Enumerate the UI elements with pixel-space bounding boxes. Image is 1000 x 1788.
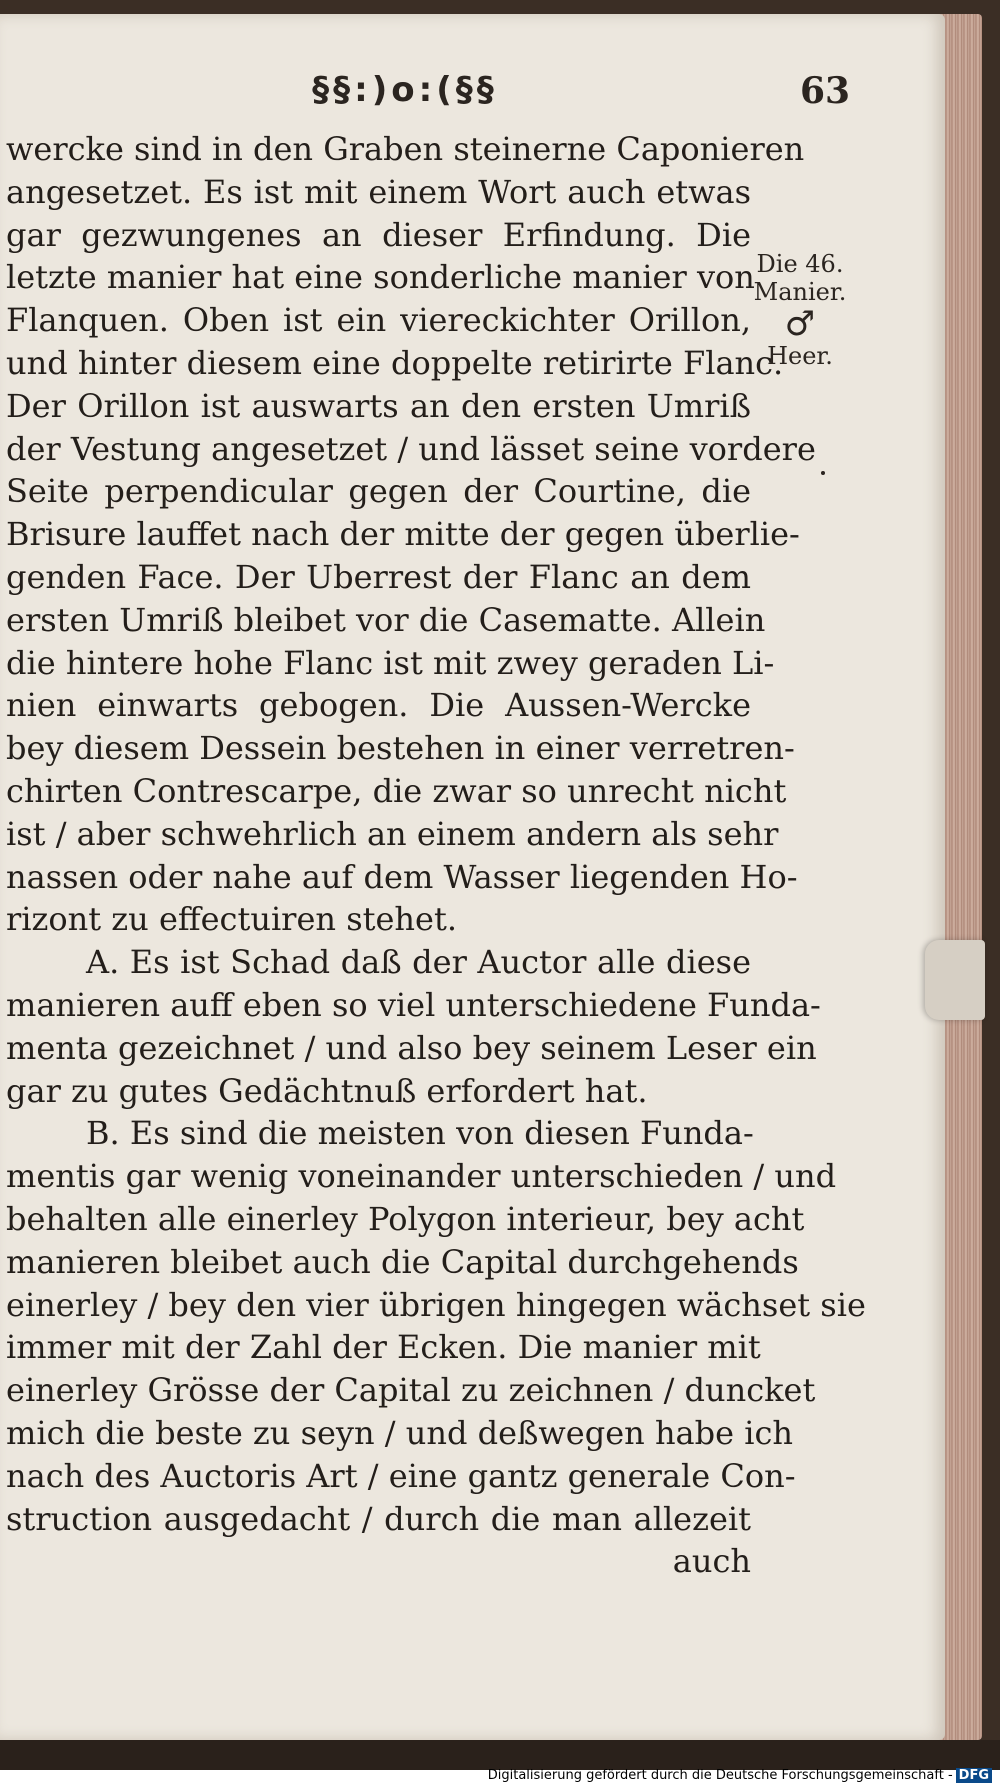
text-line: nach des Auctoris Art / eine gantz generale Con- <box>6 1456 796 1495</box>
text-line: A. Es ist Schad daß der Auctor alle diese <box>86 943 751 982</box>
text-line: struction ausgedacht / durch die man allezeit <box>6 1499 751 1538</box>
text-line: gar gezwungenes an dieser Erfindung. Die <box>6 215 751 254</box>
text-line: B. Es sind die meisten von diesen Funda- <box>86 1114 754 1153</box>
text-line: rizont zu effectuiren stehet. <box>6 900 457 939</box>
text-line: wercke sind in den Graben steinerne Caponieren <box>6 130 805 168</box>
text-line: genden Face. Der Uberrest der Flanc an dem <box>6 557 751 596</box>
text-line: die hintere hohe Flanc ist mit zwey geraden Li- <box>6 643 775 682</box>
page-number: 63 <box>800 70 851 112</box>
dfg-logo: DFG <box>956 1768 992 1783</box>
text-line: Der Orillon ist auswarts an den ersten Umriß <box>6 386 751 425</box>
text-line: mentis gar wenig voneinander unterschieden / und <box>6 1157 837 1196</box>
catchword: auch <box>672 1542 751 1581</box>
text-line: ist / aber schwehrlich an einem andern als sehr <box>6 814 779 853</box>
margin-note-heer: Heer. <box>767 342 833 370</box>
text-line: der Vestung angesetzet / und lässet seine vordere <box>6 429 816 468</box>
text-line: letzte manier hat eine sonderliche manier von <box>6 258 755 297</box>
text-line: Brisure lauffet nach der mitte der gegen überlie- <box>6 515 800 554</box>
text-line: einerley / bey den vier übrigen hingegen wächset sie <box>6 1285 866 1324</box>
text-line: menta gezeichnet / und also bey seinem Leser ein <box>6 1028 817 1067</box>
digitization-credit <box>488 1768 992 1783</box>
header-ornament: §§:)o:(§§ <box>312 70 498 110</box>
text-line: nien einwarts gebogen. Die Aussen-Wercke <box>6 686 751 725</box>
text-line: chirten Contrescarpe, die zwar so unrecht nicht <box>6 771 787 810</box>
text-line: behalten alle einerley Polygon interieur, bey acht <box>6 1199 805 1238</box>
margin-note <box>745 250 855 370</box>
text-line: gar zu gutes Gedächtnuß erfordert hat. <box>6 1071 648 1110</box>
text-line: manieren auff eben so viel unterschiedene Funda- <box>6 985 821 1024</box>
text-line: und hinter diesem eine doppelte retirirte Flanc. <box>6 343 784 382</box>
text-line: bey diesem Dessein bestehen in einer verretren- <box>6 729 795 768</box>
credit-text: Digitalisierung gefördert durch die Deutsche Forschungsgemeinschaft - <box>487 1768 953 1783</box>
text-line: Flanquen. Oben ist ein viereckichter Orillon, <box>6 301 751 340</box>
scan-bottom-edge <box>0 1740 1000 1770</box>
ink-dot <box>821 471 825 475</box>
text-line: einerley Grösse der Capital zu zeichnen / duncket <box>6 1371 816 1410</box>
text-line: manieren bleibet auch die Capital durchgehends <box>6 1242 799 1281</box>
text-line: nassen oder nahe auf dem Wasser liegenden Ho- <box>6 857 798 896</box>
text-line: immer mit der Zahl der Ecken. Die manier mit <box>6 1328 761 1367</box>
margin-note-number: Die 46. <box>756 250 844 278</box>
text-line: mich die beste zu seyn / und deßwegen habe ich <box>6 1413 793 1452</box>
mars-symbol-icon: ♂ <box>784 304 816 344</box>
text-line: angesetzet. Es ist mit einem Wort auch etwas <box>6 172 751 211</box>
bookmark-tab <box>925 940 985 1020</box>
text-line: Seite perpendicular gegen der Courtine, die <box>6 472 751 511</box>
text-line: ersten Umriß bleibet vor die Casematte. Allein <box>6 600 766 639</box>
margin-note-manier: Manier. <box>753 278 847 306</box>
